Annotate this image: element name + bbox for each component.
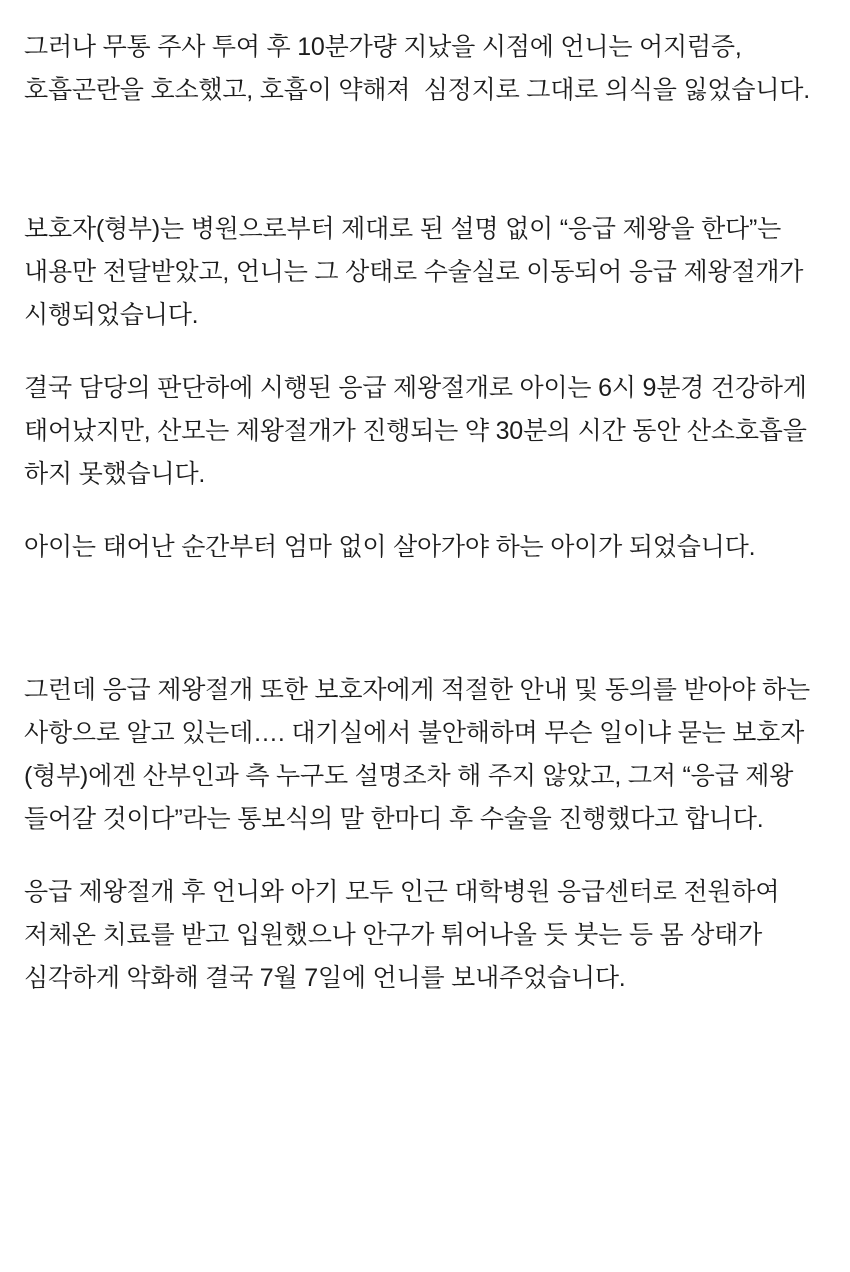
paragraph-5: 그런데 응급 제왕절개 또한 보호자에게 적절한 안내 및 동의를 받아야 하는 사항으로 알고 있는데…. 대기실에서 불안해하며 무슨 일이냐 묻는 보호자(형부)에겐 산부인과 측 누구도 설명조차 해 주지 않았고, 그저 “응급 제왕 들어갈 것이다”라는 통보식의 말 한마디 후 수술을 진행했다고 합니다.	[24, 676, 817, 833]
paragraph-1: 그러나 무통 주사 투여 후 10분가량 지났을 시점에 언니는 어지럼증, 호흡곤란을 호소했고, 호흡이 약해져 심정지로 그대로 의식을 잃었습니다.	[24, 33, 810, 104]
paragraph-4: 아이는 태어난 순간부터 엄마 없이 살아가야 하는 아이가 되었습니다.	[24, 533, 756, 561]
paragraph-2: 보호자(형부)는 병원으로부터 제대로 된 설명 없이 “응급 제왕을 한다”는 내용만 전달받았고, 언니는 그 상태로 수술실로 이동되어 응급 제왕절개가 시행되었습니다.	[24, 215, 810, 329]
paragraph-spacer-2	[24, 337, 822, 367]
paragraph-spacer-5	[24, 841, 822, 871]
paragraph-spacer-3	[24, 496, 822, 526]
paragraph-3: 결국 담당의 판단하에 시행된 응급 제왕절개로 아이는 6시 9분경 건강하게 태어났지만, 산모는 제왕절개가 진행되는 약 30분의 시간 동안 산소호흡을 하지 못했습니다.	[24, 374, 814, 488]
paragraph-6: 응급 제왕절개 후 언니와 아기 모두 인근 대학병원 응급센터로 전원하여 저체온 치료를 받고 입원했으나 안구가 튀어나올 듯 붓는 등 몸 상태가 심각하게 악화해 결국 7월 7일에 언니를 보내주었습니다.	[24, 878, 787, 992]
paragraph-spacer-4	[24, 569, 822, 669]
paragraph-spacer-1	[24, 112, 822, 208]
